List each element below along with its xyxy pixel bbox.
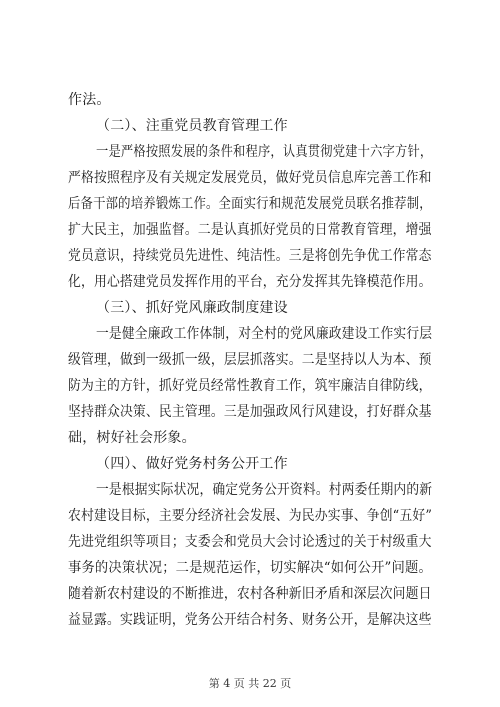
section-heading-2: （二）、注重党员教育管理工作	[96, 118, 288, 134]
body-line: 农村建设目标，主要分经济社会发展、为民办实事、争创“五好”	[68, 508, 433, 524]
body-line: 一是根据实际状况，确定党务公开资料。村两委任期内的新	[96, 482, 433, 498]
body-line: 党员意识，持续党员先进性、纯洁性。三是将创先争优工作常态	[68, 248, 432, 264]
body-line: 防为主的方针，抓好党员经常性教育工作，筑牢廉洁自律防线，	[68, 378, 432, 394]
body-line: 益显露。实践证明，党务公开结合村务、财务公开，是解决这些	[68, 612, 432, 628]
page-number-footer: 第 4 页 共 22 页	[208, 677, 292, 690]
body-line: 后备干部的培养锻炼工作。全面实行和规范发展党员联名推荐制，	[68, 196, 432, 212]
body-line: 严格按照程序及有关规定发展党员，做好党员信息库完善工作和	[68, 170, 432, 186]
body-line: 一是严格按照发展的条件和程序，认真贯彻党建十六字方针，	[96, 144, 433, 160]
body-line: 随着新农村建设的不断推进，农村各种新旧矛盾和深层次问题日	[68, 586, 432, 602]
body-line: 级管理，做到一级抓一级，层层抓落实。二是坚持以人为本、预	[68, 352, 432, 368]
body-line: 作法。	[68, 92, 111, 108]
section-heading-3: （三）、抓好党风廉政制度建设	[96, 300, 288, 316]
body-line: 先进党组织等项目；支委会和党员大会讨论透过的关于村级重大	[68, 534, 432, 550]
body-line: 坚持群众决策、民主管理。三是加强政风行风建设，打好群众基	[68, 404, 432, 420]
section-heading-4: （四）、做好党务村务公开工作	[96, 456, 288, 472]
body-line: 化，用心搭建党员发挥作用的平台，充分发挥其先锋模范作用。	[68, 274, 432, 290]
body-line: 础，树好社会形象。	[68, 430, 196, 446]
body-line: 一是健全廉政工作体制，对全村的党风廉政建设工作实行层	[96, 326, 433, 342]
body-line: 扩大民主，加强监督。二是认真抓好党员的日常教育管理，增强	[68, 222, 432, 238]
body-line: 事务的决策状况；二是规范运作，切实解决“如何公开”问题。	[68, 560, 432, 576]
